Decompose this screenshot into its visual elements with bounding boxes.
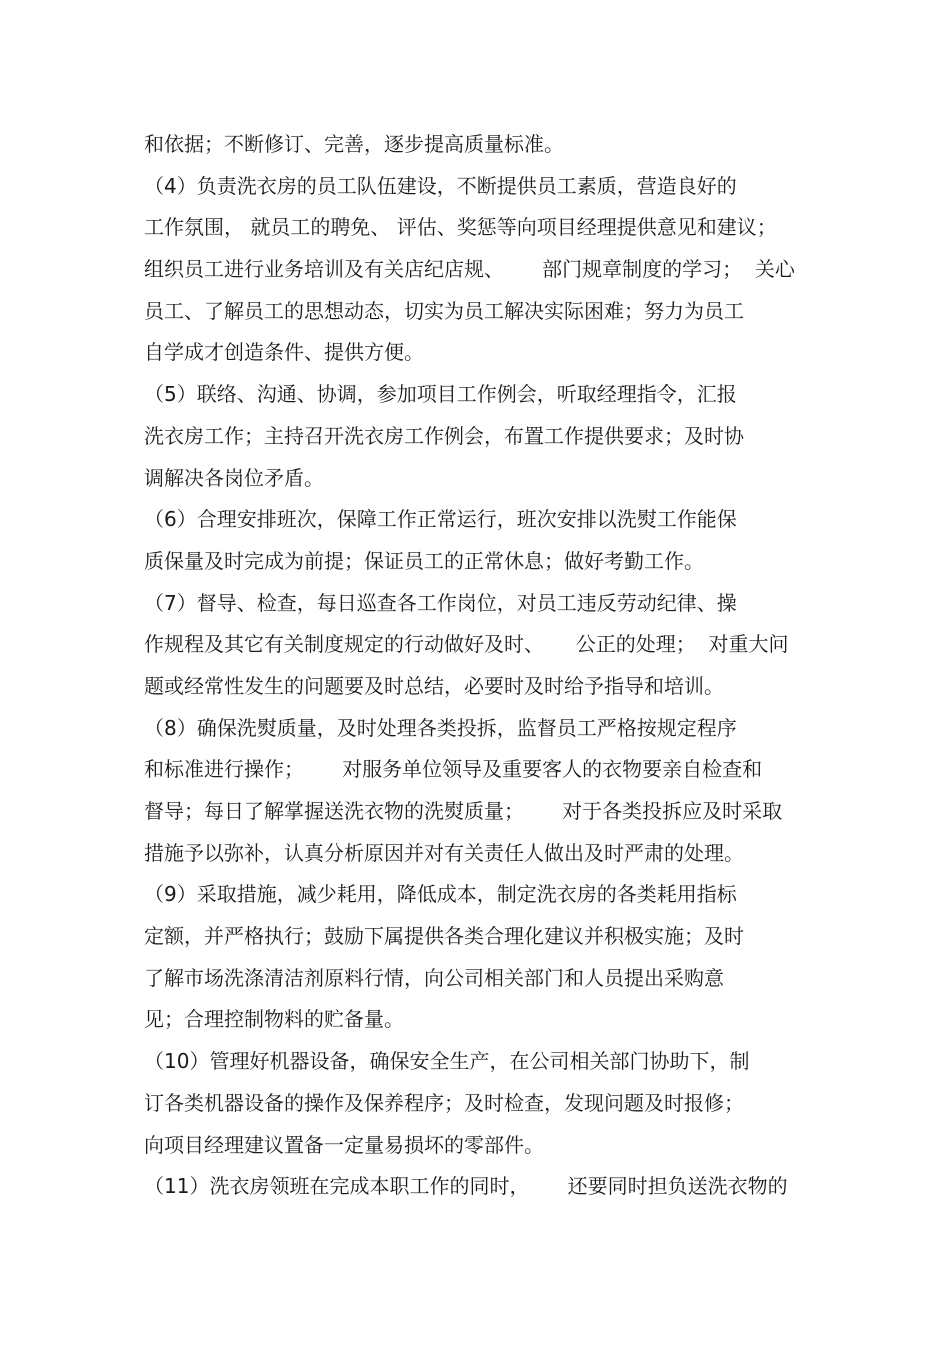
text-line: 见；合理控制物料的贮备量。 bbox=[144, 1007, 404, 1032]
text-line: 质保量及时完成为前提；保证员工的正常休息；做好考勤工作。 bbox=[144, 548, 704, 573]
text-line: （8）确保洗熨质量，及时处理各类投拆，监督员工严格按规定程序 bbox=[144, 715, 737, 740]
text-line: （4）负责洗衣房的员工队伍建设，不断提供员工素质，营造良好的 bbox=[144, 173, 737, 198]
text-line: 题或经常性发生的问题要及时总结，必要时及时给予指导和培训。 bbox=[144, 673, 724, 698]
text-line: 洗衣房工作；主持召开洗衣房工作例会，布置工作提供要求；及时协 bbox=[144, 423, 744, 448]
text-line: （7）督导、检查，每日巡查各工作岗位，对员工违反劳动纪律、操 bbox=[144, 590, 737, 615]
text-line: 和标准进行操作； 对服务单位领导及重要客人的衣物要亲自检查和 bbox=[144, 757, 763, 782]
text-line: （10）管理好机器设备，确保安全生产，在公司相关部门协助下，制 bbox=[144, 1049, 750, 1074]
text-line: 订各类机器设备的操作及保养程序；及时检查，发现问题及时报修； bbox=[144, 1090, 744, 1115]
text-line: 了解市场洗涤清洁剂原料行情，向公司相关部门和人员提出采购意 bbox=[144, 965, 724, 990]
text-line: （5）联络、沟通、协调，参加项目工作例会，听取经理指令，汇报 bbox=[144, 382, 737, 407]
text-line: 定额，并严格执行；鼓励下属提供各类合理化建议并积极实施；及时 bbox=[144, 924, 744, 949]
text-line: 向项目经理建议置备一定量易损坏的零部件。 bbox=[144, 1132, 544, 1157]
text-line: （6）合理安排班次，保障工作正常运行，班次安排以洗熨工作能保 bbox=[144, 507, 737, 532]
text-line: 自学成才创造条件、提供方便。 bbox=[144, 340, 424, 365]
text-line: 调解决各岗位矛盾。 bbox=[144, 465, 324, 490]
text-line: 员工、了解员工的思想动态，切实为员工解决实际困难；努力为员工 bbox=[144, 298, 744, 323]
text-line: 作规程及其它有关制度规定的行动做好及时、 公正的处理； 对重大问 bbox=[144, 632, 789, 657]
text-line: （9）采取措施，减少耗用，降低成本，制定洗衣房的各类耗用指标 bbox=[144, 882, 737, 907]
text-line: 督导；每日了解掌握送洗衣物的洗熨质量； 对于各类投拆应及时采取 bbox=[144, 799, 783, 823]
document-body bbox=[144, 124, 824, 1208]
text-line: 措施予以弥补，认真分析原因并对有关责任人做出及时严肃的处理。 bbox=[144, 840, 744, 865]
text-line: （11）洗衣房领班在完成本职工作的同时， 还要同时担负送洗衣物的 bbox=[144, 1174, 788, 1199]
text-line: 组织员工进行业务培训及有关店纪店规、 部门规章制度的学习； 关心 bbox=[144, 257, 795, 282]
text-line: 工作氛围， 就员工的聘免、 评估、奖惩等向项目经理提供意见和建议； bbox=[144, 215, 777, 240]
text-line: 和依据；不断修订、完善，逐步提高质量标准。 bbox=[144, 132, 564, 156]
